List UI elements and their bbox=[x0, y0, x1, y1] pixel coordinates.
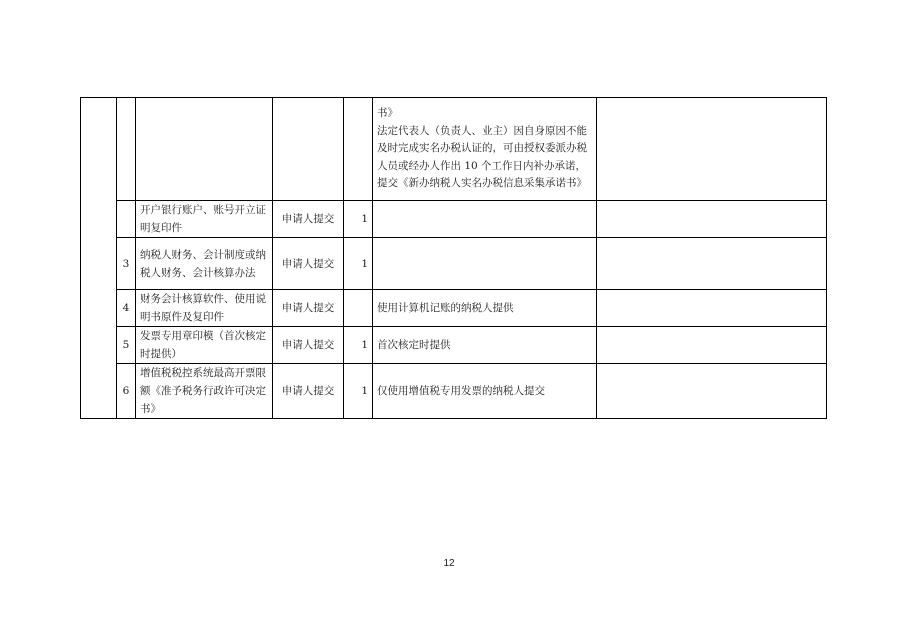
row-number: 3 bbox=[117, 238, 136, 290]
material-name: 财务会计核算软件、使用说明书原件及复印件 bbox=[136, 290, 273, 327]
material-note bbox=[373, 201, 597, 238]
table-row bbox=[81, 364, 827, 419]
row-number bbox=[117, 201, 136, 238]
material-source: 申请人提交 bbox=[273, 238, 344, 290]
table-cell bbox=[597, 98, 827, 201]
material-quantity: 1 bbox=[344, 201, 373, 238]
table-cell bbox=[344, 98, 373, 201]
table-row bbox=[81, 201, 827, 238]
material-quantity bbox=[344, 290, 373, 327]
material-name: 发票专用章印模（首次核定时提供） bbox=[136, 327, 273, 364]
material-source: 申请人提交 bbox=[273, 327, 344, 364]
table-row-continuation bbox=[81, 98, 827, 201]
row-number: 6 bbox=[117, 364, 136, 419]
table-cell bbox=[273, 98, 344, 201]
material-note bbox=[373, 238, 597, 290]
material-quantity: 1 bbox=[344, 327, 373, 364]
table-row bbox=[81, 238, 827, 290]
table-cell bbox=[117, 98, 136, 201]
table-row bbox=[81, 290, 827, 327]
materials-table bbox=[80, 97, 827, 419]
page-number: 12 bbox=[443, 558, 455, 569]
material-note: 使用计算机记账的纳税人提供 bbox=[373, 290, 597, 327]
table-cell bbox=[597, 290, 827, 327]
outer-merged-cell bbox=[81, 98, 117, 419]
material-note: 首次核定时提供 bbox=[373, 327, 597, 364]
table-cell bbox=[597, 364, 827, 419]
material-quantity: 1 bbox=[344, 238, 373, 290]
material-name: 纳税人财务、会计制度或纳税人财务、会计核算办法 bbox=[136, 238, 273, 290]
material-note: 仅使用增值税专用发票的纳税人提交 bbox=[373, 364, 597, 419]
table-cell bbox=[136, 98, 273, 201]
material-quantity: 1 bbox=[344, 364, 373, 419]
material-name: 开户银行账户、账号开立证明复印件 bbox=[136, 201, 273, 238]
table-row bbox=[81, 327, 827, 364]
material-source: 申请人提交 bbox=[273, 290, 344, 327]
table-cell bbox=[597, 327, 827, 364]
material-name: 增值税税控系统最高开票限额《准予税务行政许可决定书》 bbox=[136, 364, 273, 419]
table-cell bbox=[597, 238, 827, 290]
material-source: 申请人提交 bbox=[273, 364, 344, 419]
continuation-note: 书》 法定代表人（负责人、业主）因自身原因不能及时完成实名办税认证的，可由授权委派办税人员或经办人作出 10 个工作日内补办承诺，提交《新办纳税人实名办税信息采集承诺书》 bbox=[373, 98, 597, 201]
row-number: 5 bbox=[117, 327, 136, 364]
material-source: 申请人提交 bbox=[273, 201, 344, 238]
row-number: 4 bbox=[117, 290, 136, 327]
table-cell bbox=[597, 201, 827, 238]
